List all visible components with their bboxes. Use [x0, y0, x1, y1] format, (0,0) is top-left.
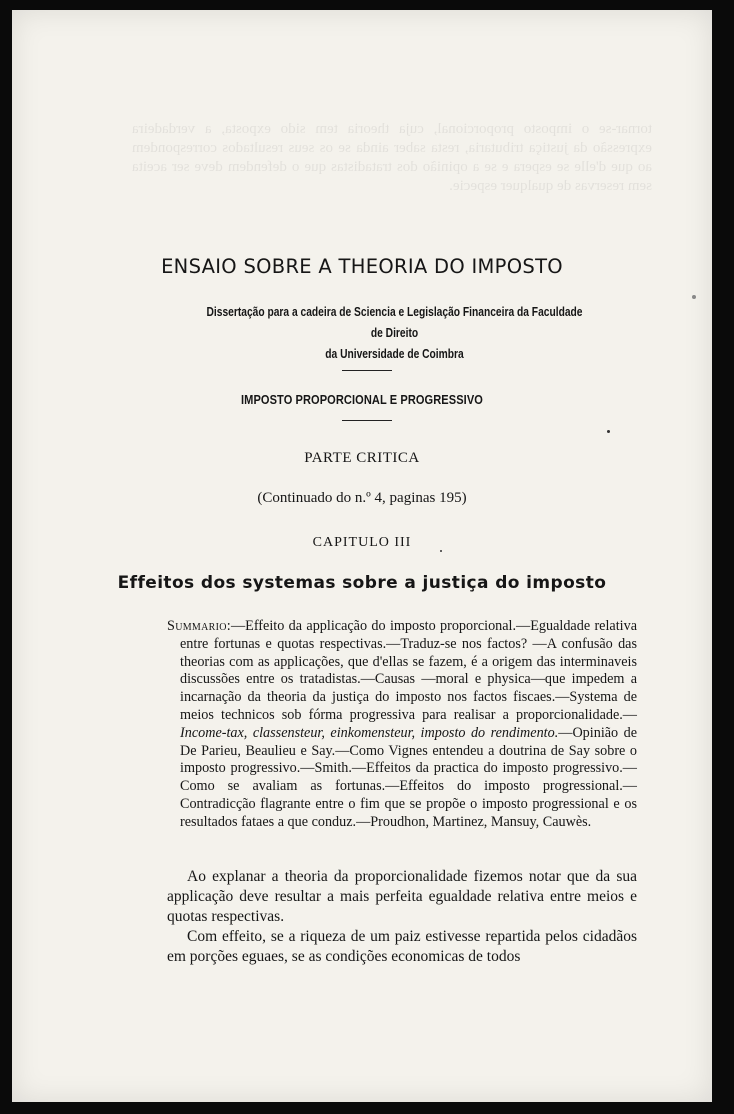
divider-rule-1 — [342, 370, 392, 371]
summary-text-b: —Opinião de De Parieu, Beaulieu e Say.—Como Vignes entendeu a doutrina de Say sobre o imposto progressivo.—Smith.—Effeitos da practica do imposto progressivo.—Como se avaliam as fortunas.—Effeitos do imposto progressional.—Contradicção flagrante entre o fim que se propõe o imposto progressional e os resultados fataes a que conduz.—Proudhon, Martinez, Mansuy, Cauwès. — [180, 724, 637, 830]
ink-speck — [692, 295, 696, 299]
chapter-title: Effeitos dos systemas sobre a justiça do imposto — [117, 573, 607, 593]
body-text — [167, 867, 637, 967]
chapter-summary — [167, 618, 637, 832]
section-heading: IMPOSTO PROPORCIONAL E PROGRESSIVO — [241, 392, 483, 407]
summary-italic-terms: Income-tax, classensteur, einkomensteur, imposto do rendimento. — [180, 724, 559, 741]
article-title: ENSAIO SOBRE A THEORIA DO IMPOSTO — [161, 255, 563, 278]
ink-speck — [607, 430, 610, 433]
summary-label: Summario: — [167, 618, 231, 634]
chapter-number: CAPITULO III — [312, 535, 412, 550]
body-paragraph-1: Ao explanar a theoria da proporcionalidade fizemos notar que da sua applicação deve resultar a mais perfeita egualdade relativa entre meios e quotas respectivas. — [167, 868, 637, 925]
continued-note: (Continuado do n.º 4, paginas 195) — [257, 490, 467, 506]
summary-text-a: —Effeito da applicação do imposto proporcional.—Egualdade relativa entre fortunas e quotas respectivas.—Traduz-se nos factos? —A confusão das theorias com as applicações, que d'ellas se fazem, é a origem das interminaveis discussões entre os tratadistas.—Causas —moral e physica—que impedem a incarnação da theoria da justiça do imposto nos factos fiscaes.—Systema de meios technicos sob fórma progressiva para realisar a proporcionalidade.— — [180, 618, 637, 723]
bleed-through-text: tornar-se o imposto proporcional, cuja theoria tem sido exposta, a verdadeira expressão da justiça tributaria, resta saber ainda se os seus resultados correspondem ao que d'elle se espera e se a opinião dos tratadistas que o defendem deve ser aceita sem reservas de qualquer especie. — [132, 121, 652, 194]
subtitle-line-2: da Universidade de Coimbra — [325, 347, 464, 361]
divider-rule-2 — [342, 420, 392, 421]
body-paragraph-2: Com effeito, se a riqueza de um paiz estivesse repartida pelos cidadãos em porções eguaes, se as condições economicas de todos — [167, 928, 637, 965]
ink-speck — [440, 550, 442, 552]
document-page — [12, 10, 712, 1102]
part-heading: PARTE CRITICA — [304, 450, 420, 466]
article-subtitle — [204, 302, 585, 365]
subtitle-line-1: Dissertação para a cadeira de Sciencia e Legislação Financeira da Faculdade de Direito — [206, 305, 583, 340]
